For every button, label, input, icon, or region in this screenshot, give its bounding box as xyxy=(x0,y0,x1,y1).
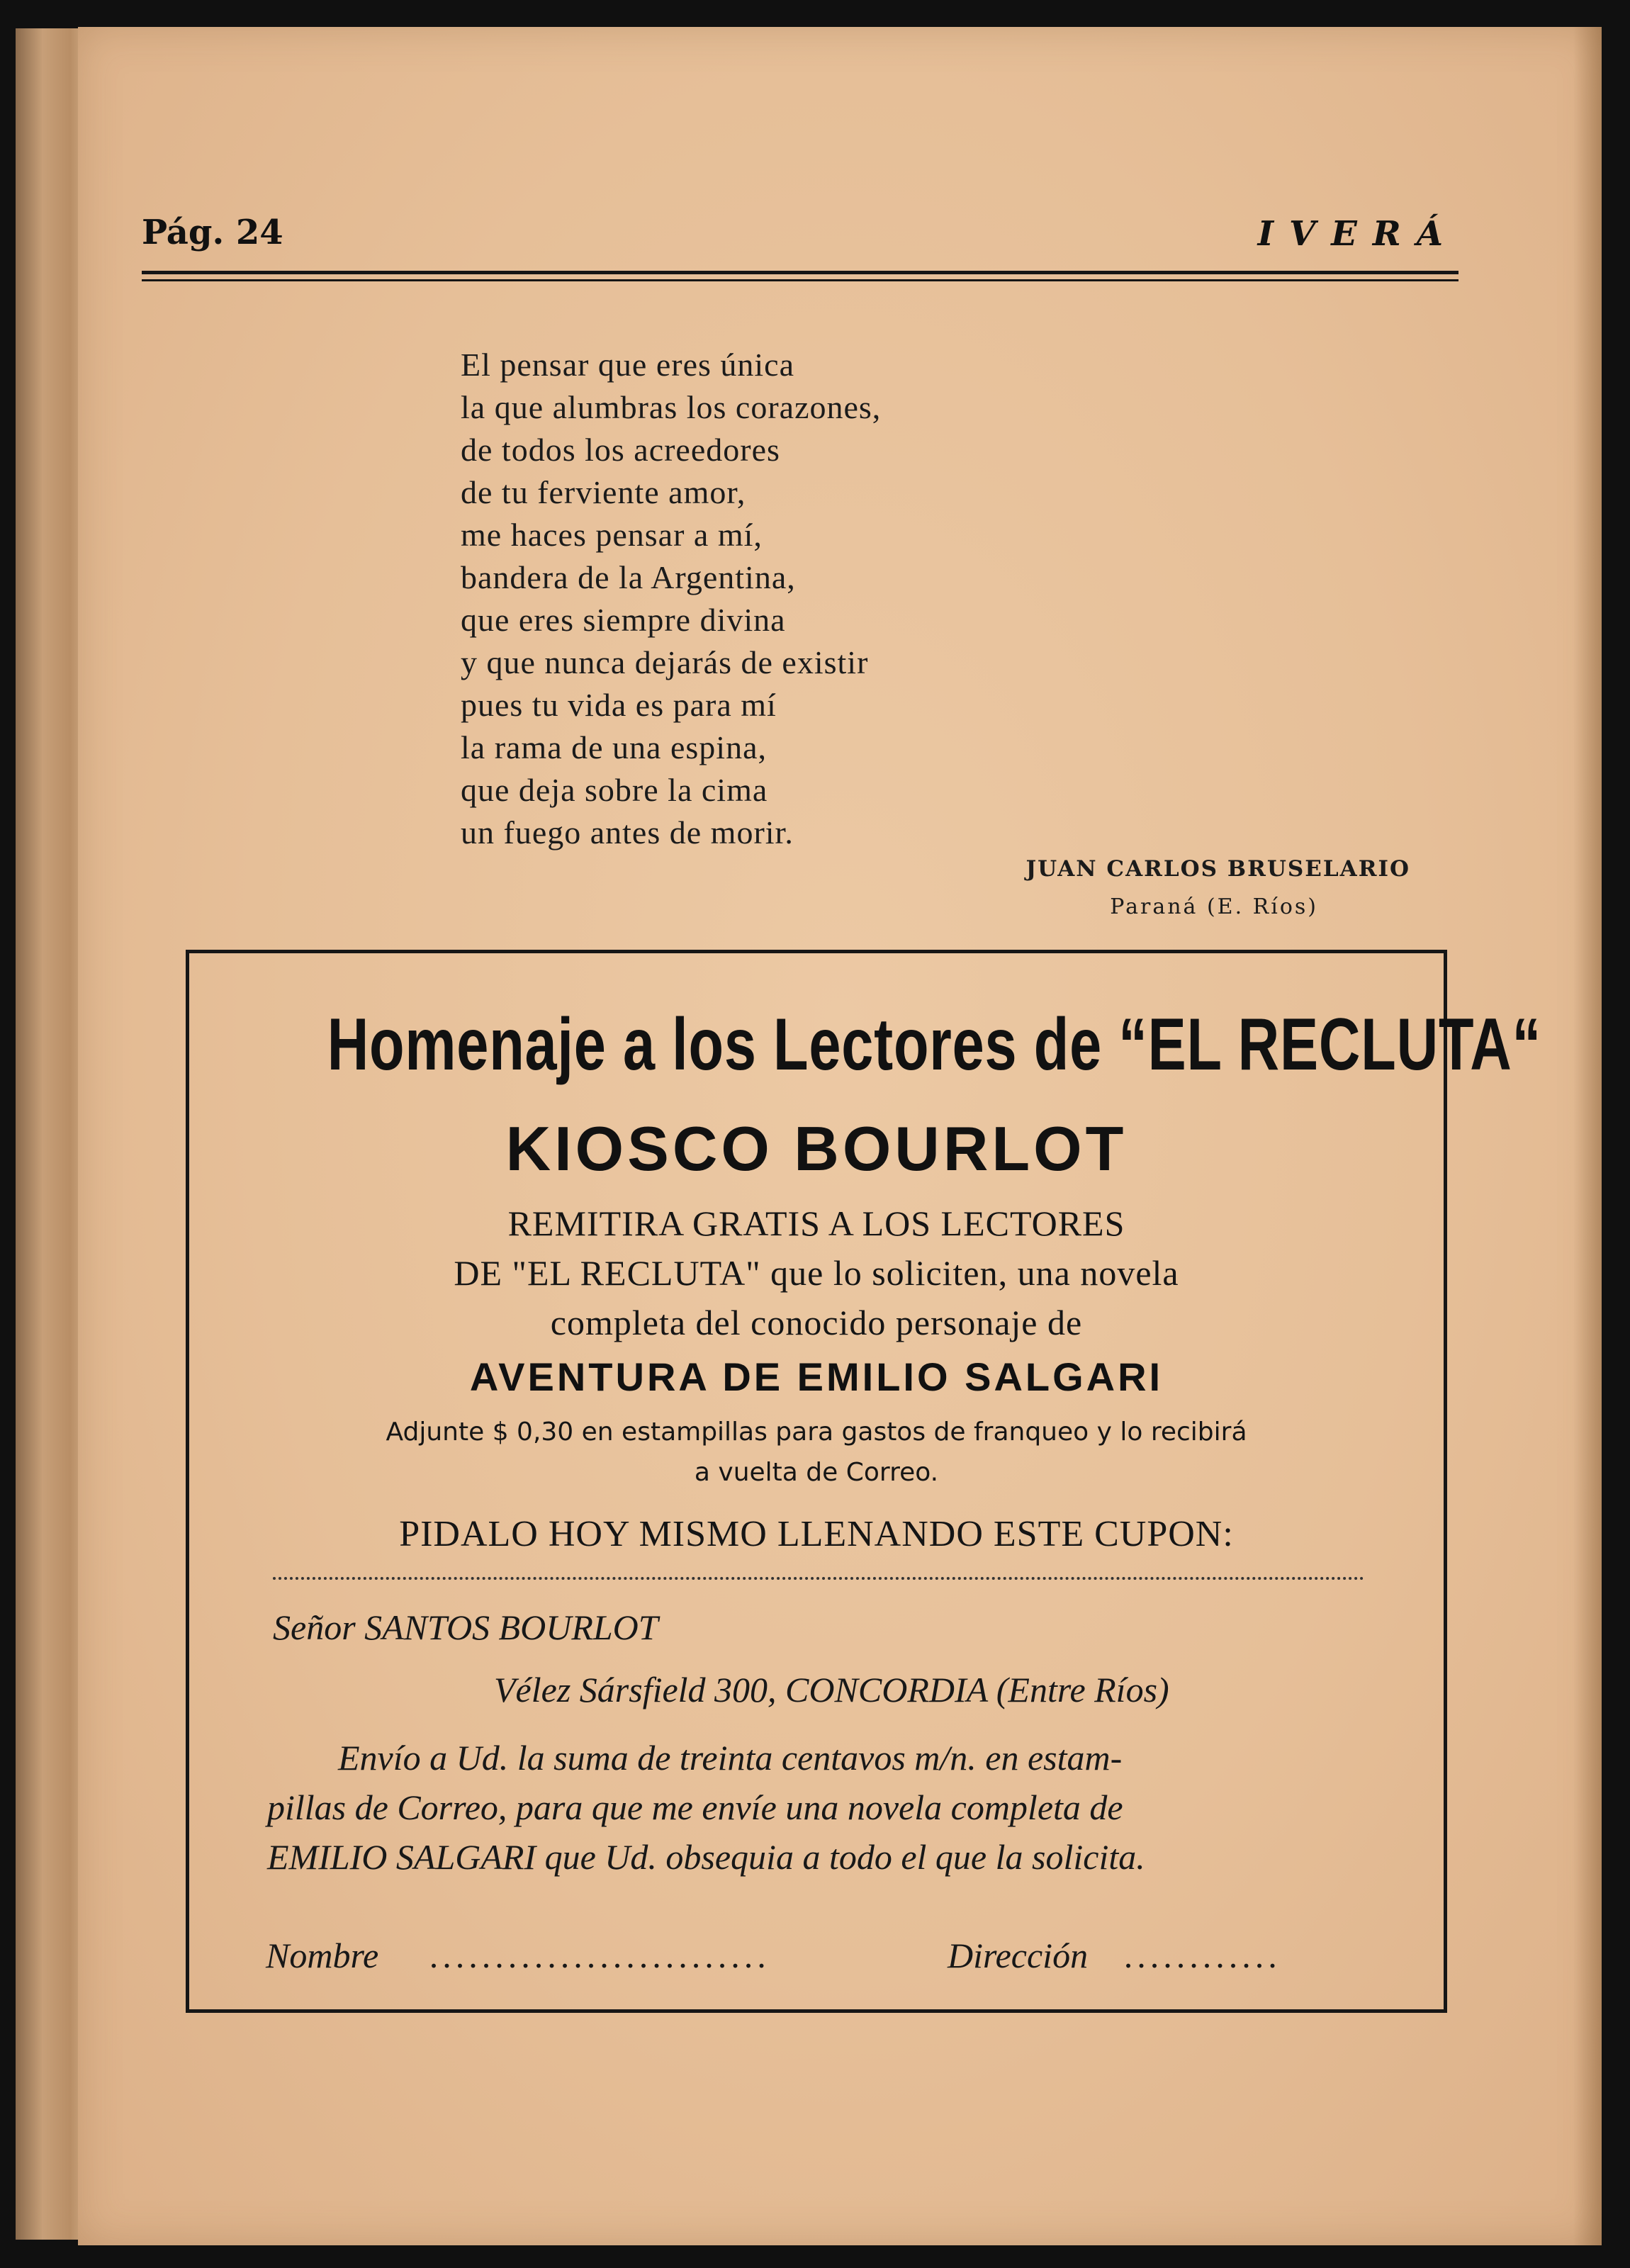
ad-body-line: DE "EL RECLUTA" que lo soliciten, una novela xyxy=(454,1253,1179,1293)
poem-line: me haces pensar a mí, xyxy=(461,517,763,553)
poem-line: de todos los acreedores xyxy=(461,432,780,468)
coupon-address-label: Dirección xyxy=(948,1936,1089,1975)
ad-kiosco-name: KIOSCO BOURLOT xyxy=(505,1113,1128,1184)
ad-call-to-action: PIDALO HOY MISMO LLENANDO ESTE CUPON: xyxy=(399,1514,1234,1554)
poem-line: de tu ferviente amor, xyxy=(461,474,746,510)
running-title: IVERÁ xyxy=(1257,214,1458,254)
coupon-body-line: EMILIO SALGARI que Ud. obsequia a todo el que la solicita. xyxy=(267,1837,1145,1877)
coupon-address-field[interactable]: ............ xyxy=(1125,1936,1282,1975)
poem-line: pues tu vida es para mí xyxy=(461,687,777,723)
poem-line: que deja sobre la cima xyxy=(461,772,768,808)
coupon-name-field[interactable]: .......................... xyxy=(430,1936,771,1975)
poem xyxy=(461,344,1098,854)
ad-body-line: completa del conocido personaje de xyxy=(550,1303,1083,1342)
header-rule-thick xyxy=(142,271,1458,274)
ad-small-line: a vuelta de Correo. xyxy=(694,1458,939,1487)
page-edge-shadow xyxy=(1573,27,1602,2245)
coupon-body-line: pillas de Correo, para que me envíe una novela completa de xyxy=(267,1787,1123,1827)
ad-headline: Homenaje a los Lectores de “EL RECLUTA“ xyxy=(327,1004,1542,1086)
ad-body-line: REMITIRA GRATIS A LOS LECTORES xyxy=(507,1203,1125,1243)
poem-line: que eres siempre divina xyxy=(461,602,786,638)
poem-line: un fuego antes de morir. xyxy=(461,814,794,850)
poem-line: la que alumbras los corazones, xyxy=(461,389,882,425)
poem-line: la rama de una espina, xyxy=(461,729,767,765)
coupon-body xyxy=(267,1733,1373,1882)
coupon-name-label: Nombre xyxy=(266,1936,379,1975)
poem-place: Paraná (E. Ríos) xyxy=(1110,894,1318,919)
advertisement-box xyxy=(186,950,1542,2013)
coupon-recipient: Señor SANTOS BOURLOT xyxy=(273,1607,658,1647)
ad-small-line: Adjunte $ 0,30 en estampillas para gastos de franqueo y lo recibirá xyxy=(386,1418,1247,1447)
poem-line: bandera de la Argentina, xyxy=(461,559,796,595)
poem-author: JUAN CARLOS BRUSELARIO xyxy=(1025,856,1410,882)
page-number: Pág. 24 xyxy=(142,213,283,252)
poem-line: El pensar que eres única xyxy=(461,347,795,383)
coupon-cut-line xyxy=(273,1577,1364,1580)
coupon-address: Vélez Sársfield 300, CONCORDIA (Entre Ríos) xyxy=(494,1670,1169,1710)
header-rule-thin xyxy=(142,279,1458,281)
coupon-body-line: Envío a Ud. la suma de treinta centavos m/n. en estam- xyxy=(338,1738,1123,1778)
ad-aventura-title: AVENTURA DE EMILIO SALGARI xyxy=(469,1354,1164,1399)
poem-line: y que nunca dejarás de existir xyxy=(461,644,869,680)
page-header xyxy=(142,198,1458,262)
